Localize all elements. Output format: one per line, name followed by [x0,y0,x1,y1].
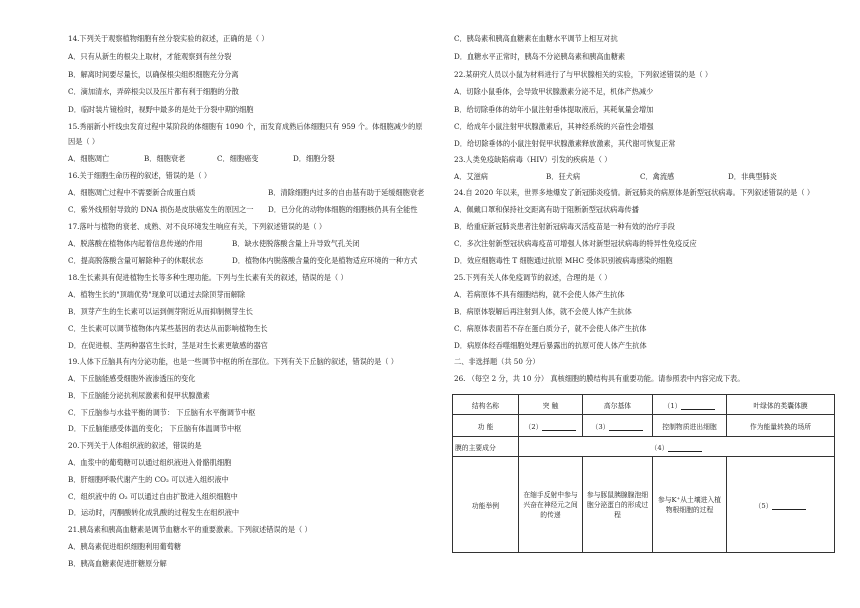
q15-option-c: C．细胞癌变 [217,154,259,163]
q15-stem: 15.秀丽新小杆线虫发育过程中某阶段的体细胞有 1090 个，而发育成熟后体细胞只有 959 个。体细胞减少的原 [68,122,423,131]
cell-synapse: 突 触 [519,395,583,415]
q21-option-d: D．血糖水平正常时，胰岛不分泌胰岛素和胰高血糖素 [454,52,626,61]
blank-2-label: （2） [524,422,543,431]
q18-option-b: B．顶芽产生的生长素可以运到侧芽附近从而抑制侧芽生长 [68,307,253,316]
q18-stem: 18.生长素具有促进植物生长等多种生理功能。下列与生长素有关的叙述，错误的是（ ） [68,273,348,282]
q21-option-b: B．胰高血糖素促进肝糖原分解 [68,559,167,568]
q18-option-d: D．在促进根、茎两种器官生长时，茎是对生长素更敏感的器官 [68,341,268,350]
q17-option-b: B．缺水使脱落酸含量上升导致气孔关闭 [232,239,360,248]
q15-option-d: D．细胞分裂 [293,154,335,163]
q17-stem: 17.落叶与植物的衰老、成熟、对不良环境发生响应有关，下列叙述错误的是（ ） [68,222,327,231]
cell-blank-3[interactable] [583,415,653,437]
q14-option-d: D．临时装片镜检时，视野中最多的是处于分裂中期的细胞 [68,105,254,114]
cell-blank-2[interactable] [519,415,583,437]
q17-option-c: C．提高脱落酸含量可解除种子的休眠状态 [68,256,203,265]
cell-control-transport: 控制物质进出细胞 [653,415,727,437]
q20-stem: 20.下列关于人体组织液的叙述，错误的是 [68,441,202,450]
q15-stem-cont: 因是（ ） [68,137,100,146]
blank-3-label: （3） [591,422,610,431]
q14-stem: 14.下列关于观察植物细胞有丝分裂实验的叙述，正确的是（ ） [68,34,269,43]
q16-option-a: A．细胞凋亡过程中不需要新合成蛋白质 [68,188,196,197]
q21-option-c: C．胰岛素和胰高血糖素在血糖水平调节上相互对抗 [454,34,618,43]
q19-stem: 19.人体下丘脑具有内分泌功能，也是一些调节中枢的所在部位。下列有关下丘脑的叙述，错误的是（ ） [68,357,398,366]
q18-option-a: A．植物生长的"顶端优势"现象可以通过去除顶芽而解除 [68,290,246,299]
cell-function-example: 功能举例 [453,457,519,553]
cell-thylakoid: 叶绿体的类囊体膜 [727,395,835,415]
cell-example-synapse: 在缩手反射中参与兴奋在神经元之间的传递 [519,457,583,553]
q14-option-a: A．只有从新生的根尖上取材，才能观察到有丝分裂 [68,52,232,61]
section-heading: 二、非选择题（共 50 分） [454,357,540,366]
cell-main-component: 膜的主要成分 [453,437,519,457]
blank-4-label: （4） [650,443,669,452]
q24-option-a: A．佩戴口罩和保持社交距离有助于阻断新型冠状病毒传播 [454,205,639,214]
blank-1-line [681,402,715,410]
q23-option-b: B．狂犬病 [546,172,581,181]
q22-option-b: B．给切除垂体的幼年小鼠注射垂体提取液后，其耗氧量会增加 [454,105,654,114]
q16-option-d: D．已分化的动物体细胞的细胞核仍具有全能性 [268,205,418,214]
q22-option-d: D．给切除垂体的小鼠注射促甲状腺激素释放激素，其代谢可恢复正常 [454,139,676,148]
cell-example-membrane: 参与K⁺从土壤进入植物根细胞的过程 [653,457,727,553]
q16-option-b: B．清除细胞内过多的自由基有助于延缓细胞衰老 [268,188,425,197]
q19-option-c: C．下丘脑参与水盐平衡的调节： 下丘脑有水平衡调节中枢 [68,408,256,417]
q15-option-b: B．细胞衰老 [144,154,186,163]
q24-option-b: B．给重症新冠肺炎患者注射新冠病毒灭活疫苗是一种有效的治疗手段 [454,222,675,231]
cell-energy-conversion: 作为能量转换的场所 [727,415,835,437]
q25-stem: 25.下列有关人体免疫调节的叙述，合理的是（ ） [454,273,612,282]
q23-option-a: A．艾滋病 [454,172,488,181]
q15-option-a: A．细胞凋亡 [68,154,110,163]
cell-blank-4[interactable] [519,437,835,457]
cell-function: 功 能 [453,415,519,437]
q19-option-b: B．下丘脑能分泌抗利尿激素和促甲状腺激素 [68,391,210,400]
q24-option-d: D．效应细胞毒性 T 细胞通过抗原 MHC 受体识别被病毒感染的细胞 [454,256,673,265]
q20-option-a: A．血浆中的葡萄糖可以通过组织液进入骨骼肌细胞 [68,458,232,467]
q22-option-a: A．切除小鼠垂体，会导致甲状腺激素分泌不足，机体产热减少 [454,87,654,96]
blank-1-label: （1） [663,401,682,410]
q22-option-c: C．给成年小鼠注射甲状腺激素后，其神经系统的兴奋性会增强 [454,122,654,131]
q25-option-a: A．若病原体不具有细胞结构，就不会使人体产生抗体 [454,290,625,299]
q19-option-d: D．下丘脑能感受体温的变化； 下丘脑有体温调节中枢 [68,424,242,433]
q20-option-c: C．组织液中的 O₂ 可以通过自由扩散进入组织细胞中 [68,492,238,501]
q24-option-c: C．多次注射新型冠状病毒疫苗可增强人体对新型冠状病毒的特异性免疫反应 [454,239,697,248]
q25-option-b: B．病原体裂解后再注射到人体，就不会使人体产生抗体 [454,307,632,316]
blank-5-line [772,502,806,510]
q25-option-c: C．病原体表面若不存在蛋白质分子，就不会使人体产生抗体 [454,324,647,333]
q17-option-d: D．植物体内脱落酸含量的变化是植物适应环境的一种方式 [232,256,418,265]
q20-option-d: D．运动时，丙酮酸转化成乳酸的过程发生在组织液中 [68,508,240,517]
q21-stem: 21.胰岛素和胰高血糖素是调节血糖水平的重要激素。下列叙述错误的是（ ） [68,525,312,534]
cell-structure-name: 结构名称 [453,395,519,415]
q26-stem: 26. （每空 2 分，共 10 分） 真核细胞的膜结构具有重要功能。请参照表中内容完成下表。 [454,374,745,383]
q17-option-a: A．脱落酸在植物体内起着信息传递的作用 [68,239,203,248]
q16-stem: 16.关于细胞生命历程的叙述，错误的是（ ） [68,171,212,180]
blank-5-label: （5） [754,501,773,510]
q25-option-d: D．病原体经吞噬细胞处理后暴露出的抗原可使人体产生抗体 [454,341,647,350]
q24-stem: 24.自 2020 年以来，世界多地爆发了新冠肺炎疫情。新冠肺炎的病原体是新型冠状病毒。下列叙述错误的是（ ） [454,188,815,197]
q23-option-c: C．禽流感 [640,172,675,181]
cell-blank-5[interactable] [727,457,835,553]
q26-table [452,394,835,553]
cell-golgi: 高尔基体 [583,395,653,415]
q14-option-c: C．滴加清水，弄碎根尖以及压片都有利于细胞的分散 [68,87,239,96]
q19-option-a: A．下丘脑能感受细胞外液渗透压的变化 [68,374,196,383]
blank-2-line [542,423,576,431]
q22-stem: 22.某研究人员以小鼠为材料进行了与甲状腺相关的实验，下列叙述错误的是（ ） [454,70,713,79]
q23-option-d: D．非典型肺炎 [728,172,777,181]
q14-option-b: B．解离时间要尽量长，以确保根尖组织细胞充分分离 [68,70,239,79]
q16-option-c: C．紫外线照射导致的 DNA 损伤是皮肤癌发生的原因之一 [68,205,254,214]
blank-4-line [668,444,702,452]
blank-3-line [609,423,643,431]
cell-blank-1[interactable] [653,395,727,415]
q18-option-c: C．生长素可以调节植物体内某些基因的表达从而影响植物生长 [68,324,268,333]
q21-option-a: A．胰岛素促进组织细胞利用葡萄糖 [68,542,182,551]
q20-option-b: B．肝细胞呼吸代谢产生的 CO₂ 可以进入组织液中 [68,475,229,484]
cell-example-golgi: 参与豚鼠胰腺腺泡细胞分泌蛋白的形成过程 [583,457,653,553]
q23-stem: 23.人类免疫缺陷病毒（HIV）引发的疾病是（ ） [454,155,612,164]
